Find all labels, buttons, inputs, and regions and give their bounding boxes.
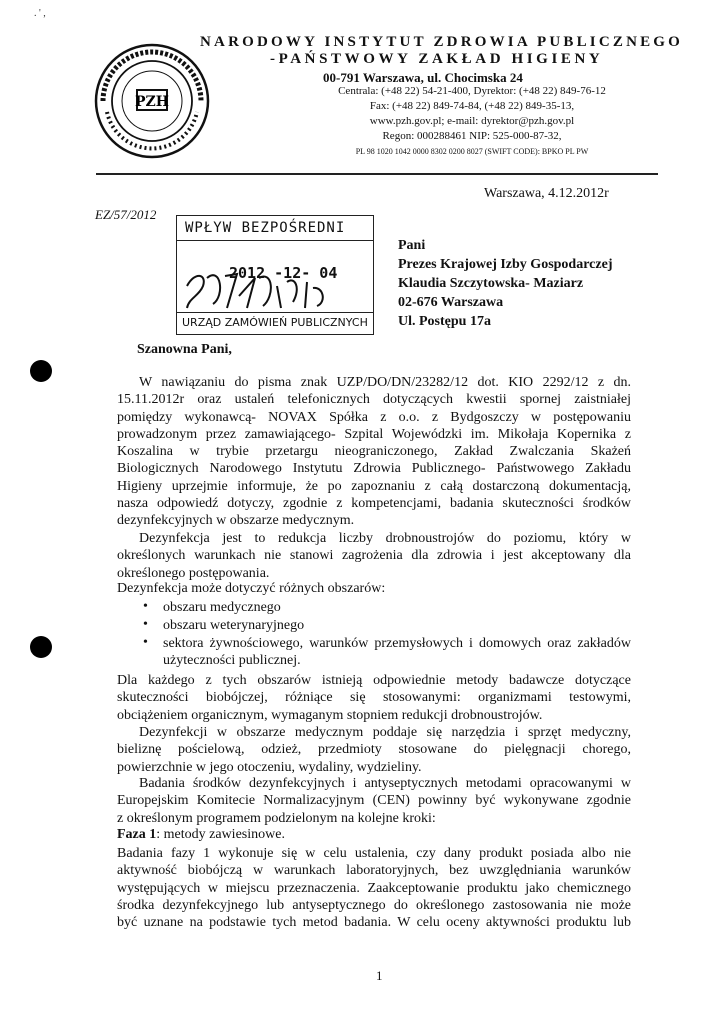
addressee-block	[398, 236, 612, 331]
punch-hole-top	[30, 360, 52, 382]
text-line: Badania środków dezynfekcyjnych i antyseptycznych metodami opracowanymi w	[139, 776, 631, 791]
paragraph-5	[117, 724, 631, 776]
corner-marks: . ' ,	[34, 8, 46, 19]
paragraph-2	[117, 530, 631, 582]
text-line: obciążeniem organicznym, wymaganym stopniem redukcji drobnoustrojów.	[117, 707, 543, 723]
bullet-marker: •	[143, 617, 148, 632]
bullet-item: obszaru medycznego	[163, 600, 281, 615]
stamp-footer: URZĄD ZAMÓWIEŃ PUBLICZNYCH	[182, 316, 368, 329]
header-divider	[96, 173, 658, 175]
text-line: prowadzonym przez zamawiającego- Szpital Wojewódzki im. Mikołaja Kopernika z	[117, 426, 631, 442]
addressee-line: Ul. Postępu 17a	[398, 314, 491, 329]
contact-line: Centrala: (+48 22) 54-21-400, Dyrektor: (+48 22) 849-76-12	[338, 85, 606, 97]
phase-heading	[117, 827, 285, 843]
bank-account-line: PL 98 1020 1042 0000 8302 0200 8027 (SWIFT CODE): BPKO PL PW	[355, 147, 589, 156]
paragraph-6	[117, 775, 631, 827]
text-line: Badania fazy 1 wykonuje się w celu ustalenia, czy dany produkt posiada albo nie	[117, 846, 631, 861]
text-line: występujących w miejscu przeznaczenia. Zaakceptowanie produktu jako chemicznego	[117, 880, 631, 896]
paragraph-3: Dezynfekcja może dotyczyć różnych obszarów:	[117, 581, 386, 596]
institute-name-line2: -PAŃSTWOWY ZAKŁAD HIGIENY	[270, 51, 604, 67]
text-line: środka dezynfekcyjnego lub antyseptycznego do określonego zastosowania nie może	[117, 897, 631, 913]
text-line: określonych warunkach nie stanowi zagrożenia dla zdrowia i jest akceptowany dla	[117, 548, 631, 564]
incoming-stamp	[176, 215, 374, 335]
paragraph-7	[117, 845, 631, 931]
reference-number: EZ/57/2012	[95, 207, 157, 222]
salutation: Szanowna Pani,	[137, 342, 232, 357]
text-line: Dezynfekcja jest to redukcja liczby drobnoustrojów do poziomu, który w	[139, 531, 631, 546]
text-line: nasza odpowiedź dotyczy, zgodnie z kompetencjami, badania skuteczności środków	[117, 496, 631, 512]
text-line: powierzchnie w jego otoczeniu, wydaliny, wydzieliny.	[117, 759, 422, 775]
bullet-item: obszaru weterynaryjnego	[163, 618, 305, 633]
text-line: bieliznę pościelową, odzież, przedmioty stosowane do pielęgnacji chorego,	[117, 742, 631, 758]
text-line: dezynfekcyjnych w obszarze medycznym.	[117, 513, 355, 529]
institute-name-line1: NARODOWY INSTYTUT ZDROWIA PUBLICZNEGO	[200, 34, 684, 50]
addressee-line: Prezes Krajowej Izby Gospodarczej	[398, 257, 613, 272]
text-line: Dezynfekcji w obszarze medycznym poddaje się narzędzia i sprzęt medyczny,	[139, 725, 631, 740]
page-number: 1	[376, 968, 383, 983]
stamp-divider	[177, 312, 373, 313]
contact-line: www.pzh.gov.pl; e-mail: dyrektor@pzh.gov.pl	[369, 115, 575, 127]
institute-address: 00-791 Warszawa, ul. Chocimska 24	[323, 70, 523, 85]
punch-hole-bottom	[30, 636, 52, 658]
text-line: Higieny uprzejmie informuje, że po zapoznaniu z całą dostarczoną dokumentacją,	[117, 478, 631, 494]
text-line: aktywność biobójczą w warunkach laboratoryjnych, bez uwzględniania warunków	[117, 863, 631, 879]
addressee-line: Pani	[398, 238, 426, 253]
text-line: 15.11.2012r oraz ustaleń telefonicznych dotyczących kwestii spornej zaistniałej	[117, 392, 631, 408]
addressee-line: 02-676 Warszawa	[398, 295, 504, 310]
text-line: z określonym programem podzielonym na kolejne kroki:	[117, 810, 436, 826]
text-line: być uznane na podstawie tych metod badania. W celu oceny aktywności produktu lub	[117, 915, 631, 931]
logo-text: PZH	[135, 94, 169, 110]
text-line: Biologicznych Narodowego Instytutu Zdrowia Publicznego- Państwowego Zakładu	[117, 461, 631, 477]
text-line: W nawiązaniu do pisma znak UZP/DO/DN/23282/12 dot. KIO 2292/12 z dn.	[139, 375, 631, 390]
bullet-item: sektora żywnościowego, warunków przemysłowych i domowych oraz zakładów użyteczności publicznej.	[163, 636, 631, 669]
text-line: określonego postępowania.	[117, 565, 270, 581]
text-line: skuteczności biobójczej, różniące się stosowanymi: organizmami testowymi,	[117, 690, 631, 706]
letter-date: Warszawa, 4.12.2012r	[484, 186, 609, 201]
bullet-marker: •	[143, 635, 148, 650]
paragraph-4	[117, 672, 631, 724]
text-line: Europejskim Komitecie Normalizacyjnym (CEN) powinny być wykonywane zgodnie	[117, 793, 631, 809]
text-line: Dla każdego z tych obszarów istnieją odpowiednie metody badawcze dotyczące	[117, 673, 631, 688]
phase-description: : metody zawiesinowe.	[156, 827, 285, 842]
contact-line: Regon: 000288461 NIP: 525-000-87-32,	[382, 130, 562, 142]
pzh-seal-logo	[93, 42, 211, 160]
contact-line: Fax: (+48 22) 849-74-84, (+48 22) 849-35-13,	[369, 100, 575, 112]
text-line: Koszalina w trybie przetargu nieograniczonego, Zakład Zwalczania Skażeń	[117, 444, 631, 460]
stamp-header: WPŁYW BEZPOŚREDNI	[185, 220, 346, 236]
addressee-line: Klaudia Szczytowska- Maziarz	[398, 276, 584, 291]
paragraph-1	[117, 374, 631, 530]
bullet-marker: •	[143, 599, 148, 614]
stamp-date: 2012 -12- 04	[229, 264, 338, 282]
text-line: pomiędzy wykonawcą- NOVAX Spółka z o.o. z Bydgoszczy w postępowaniu	[117, 409, 631, 425]
phase-label: Faza 1	[117, 827, 157, 842]
